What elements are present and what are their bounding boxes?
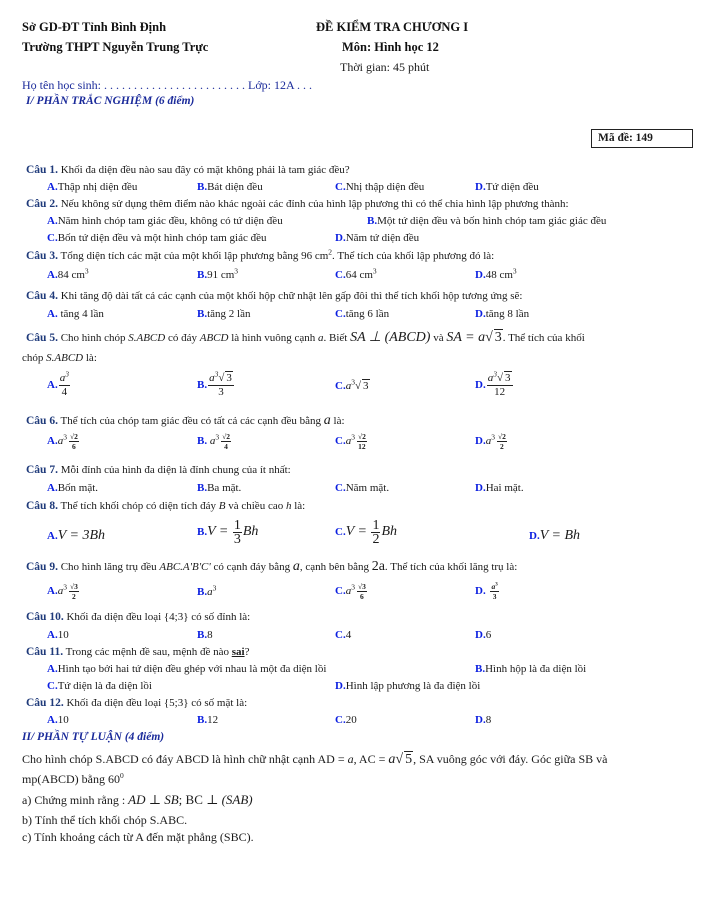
option-text: Tứ diện là đa diện lồi bbox=[57, 680, 152, 692]
option-b[interactable] bbox=[197, 266, 239, 281]
denominator: 6 bbox=[360, 592, 364, 601]
denominator: 3 bbox=[492, 592, 497, 601]
option-text: Bốn mặt. bbox=[57, 482, 99, 494]
denominator: 4 bbox=[224, 442, 228, 451]
option-letter: D. bbox=[475, 181, 486, 193]
superscript: 2 bbox=[328, 247, 333, 257]
math-var: a bbox=[485, 435, 492, 448]
option-c[interactable] bbox=[335, 266, 377, 281]
option-c[interactable] bbox=[335, 181, 424, 193]
option-letter: B. bbox=[197, 586, 208, 598]
question-text: Cho hình chóp bbox=[60, 332, 129, 344]
option-c[interactable] bbox=[335, 482, 389, 494]
option-d[interactable] bbox=[475, 308, 529, 320]
option-d[interactable] bbox=[475, 582, 499, 601]
option-letter: B. bbox=[197, 482, 208, 494]
math-expression: Bh bbox=[381, 524, 398, 540]
fraction: $\frac{√2}{4}$ bbox=[222, 432, 230, 451]
option-b[interactable] bbox=[197, 482, 241, 494]
option-text: tăng 6 lần bbox=[345, 308, 390, 320]
option-d[interactable] bbox=[475, 432, 507, 451]
option-letter: D. bbox=[475, 308, 486, 320]
denominator: 3 bbox=[233, 532, 241, 547]
radicand: 5 bbox=[405, 752, 413, 767]
option-b[interactable] bbox=[197, 181, 263, 193]
radicand: 3 bbox=[505, 372, 511, 384]
essay-problem-line-1 bbox=[22, 752, 607, 768]
option-letter: B. bbox=[197, 435, 210, 448]
option-text: 10 bbox=[57, 629, 69, 641]
question-label: Câu 11. bbox=[26, 646, 64, 658]
fraction: $\frac{√3}{2}$ bbox=[69, 582, 78, 601]
option-c[interactable]: $C.a^3√$ 3 bbox=[335, 377, 369, 392]
option-b[interactable] bbox=[367, 215, 606, 227]
denominator: 4 bbox=[61, 386, 68, 398]
option-letter: C. bbox=[335, 714, 346, 726]
question-label: Câu 2. bbox=[26, 198, 58, 210]
option-text: 64 cm bbox=[345, 269, 373, 281]
question-text-after: . Thể tích của khối lập phương đó là: bbox=[332, 250, 495, 262]
denominator: 6 bbox=[72, 442, 76, 451]
math-var: h bbox=[285, 500, 292, 512]
option-a[interactable] bbox=[47, 663, 326, 675]
option-b[interactable] bbox=[197, 629, 213, 641]
superscript: 3 bbox=[234, 266, 239, 276]
option-letter: A. bbox=[47, 663, 58, 675]
sqrt-symbol: √ bbox=[395, 752, 404, 767]
option-text: Ba mặt. bbox=[207, 482, 242, 494]
denominator: 12 bbox=[494, 386, 506, 398]
exam-code-box: Mã đề: 149 bbox=[591, 129, 693, 148]
option-text: 20 bbox=[345, 714, 357, 726]
math-var: 2a bbox=[371, 559, 385, 574]
option-a[interactable] bbox=[47, 308, 104, 320]
option-letter: B. bbox=[197, 714, 208, 726]
superscript: 3 bbox=[495, 582, 498, 588]
math-var: a bbox=[57, 585, 64, 598]
question-5-line-2 bbox=[22, 352, 97, 364]
option-c[interactable] bbox=[335, 629, 351, 641]
option-a[interactable] bbox=[47, 369, 71, 399]
option-letter: D. bbox=[529, 530, 540, 542]
question-text: ? bbox=[244, 646, 250, 658]
option-a[interactable] bbox=[47, 714, 69, 726]
radicand: 2 bbox=[362, 432, 366, 441]
option-letter: A. bbox=[47, 379, 58, 392]
option-c[interactable] bbox=[335, 308, 389, 320]
question-text: Khối đa diện đều loại {5;3} có số mặt là: bbox=[66, 697, 248, 709]
question-text: Trong các mệnh đề sau, mệnh đề nào bbox=[65, 646, 232, 658]
question-text: Thể tích khối chóp có diện tích đáy bbox=[60, 500, 219, 512]
numerator: a bbox=[487, 372, 494, 384]
option-text: Hình hộp là đa diện lồi bbox=[485, 663, 587, 675]
denominator: 12 bbox=[358, 442, 366, 451]
radicand: 3 bbox=[363, 380, 369, 392]
question-text: là: bbox=[291, 500, 306, 512]
math-var: a bbox=[347, 752, 354, 766]
option-text: Hai mặt. bbox=[485, 482, 524, 494]
math-expression: (SAB) bbox=[221, 792, 253, 807]
radicand: 3 bbox=[494, 330, 502, 345]
option-letter: C. bbox=[47, 680, 58, 692]
question-text: . Biết bbox=[323, 332, 351, 344]
superscript: 3 bbox=[512, 266, 517, 276]
option-letter: A. bbox=[47, 308, 58, 320]
option-c[interactable] bbox=[335, 582, 367, 601]
option-letter: D. bbox=[475, 482, 486, 494]
option-letter: D. bbox=[475, 435, 486, 448]
question-label: Câu 10. bbox=[26, 611, 64, 623]
option-text: Năm tứ diện đều bbox=[345, 232, 420, 244]
denominator: 2 bbox=[72, 592, 76, 601]
math-var: a bbox=[317, 332, 324, 344]
option-letter: A. bbox=[47, 585, 58, 598]
section-2-title: II/ PHẦN TỰ LUẬN (4 điểm) bbox=[22, 731, 165, 743]
math-var: S.ABCD bbox=[128, 332, 166, 344]
option-d[interactable] bbox=[475, 629, 491, 641]
option-letter: B. bbox=[197, 181, 208, 193]
option-a[interactable] bbox=[47, 432, 79, 451]
question-text: Mỗi đỉnh của hình đa diện là đỉnh chung của ít nhất: bbox=[60, 464, 291, 476]
question-2 bbox=[26, 198, 569, 210]
superscript: 3 bbox=[491, 432, 495, 442]
option-letter: B. bbox=[367, 215, 378, 227]
option-letter: A. bbox=[47, 482, 58, 494]
question-1 bbox=[26, 164, 350, 176]
option-text: 8 bbox=[485, 714, 492, 726]
math-expression: SA ⊥ (ABCD) bbox=[350, 330, 431, 345]
superscript: 3 bbox=[84, 266, 89, 276]
option-letter: B. bbox=[197, 379, 208, 392]
math-expression: Bh bbox=[242, 524, 259, 540]
question-7 bbox=[26, 464, 291, 476]
option-letter: C. bbox=[335, 482, 346, 494]
superscript: 0 bbox=[120, 771, 124, 780]
option-letter: D. bbox=[475, 585, 489, 598]
option-d[interactable] bbox=[529, 528, 580, 544]
option-text: 6 bbox=[485, 629, 492, 641]
essay-text: , SA vuông góc với đáy. Góc giữa SB và bbox=[413, 752, 608, 766]
option-letter: A. bbox=[47, 629, 58, 641]
question-text: Nếu không sử dụng thêm điểm nào khác ngoài các đỉnh của hình lập phương thì có thể chia hình lập phương thành: bbox=[60, 198, 569, 210]
question-5 bbox=[26, 329, 585, 346]
option-b[interactable] bbox=[475, 663, 586, 675]
numerator: 1 bbox=[372, 518, 380, 533]
essay-question-b: b) Tính thể tích khối chóp S.ABC. bbox=[22, 813, 188, 827]
radicand: 2 bbox=[502, 432, 506, 441]
option-letter: A. bbox=[47, 714, 58, 726]
question-text: và bbox=[430, 332, 447, 344]
radicand: 3 bbox=[74, 582, 78, 591]
math-expression: AD ⊥ SB bbox=[128, 792, 179, 807]
option-text: Hình lập phương là đa điện lồi bbox=[345, 680, 481, 692]
option-d[interactable] bbox=[475, 181, 539, 193]
question-10 bbox=[26, 611, 250, 623]
option-text: Thập nhị diện đều bbox=[57, 181, 138, 193]
math-var: a bbox=[292, 559, 300, 574]
radicand: 3 bbox=[362, 582, 366, 591]
option-letter: A. bbox=[47, 269, 58, 281]
math-var: a bbox=[388, 752, 396, 767]
superscript: 3 bbox=[63, 582, 67, 592]
math-var: B bbox=[218, 500, 226, 512]
math-var: a bbox=[345, 435, 352, 448]
question-text: Khối đa diện đều nào sau đây có mặt không phải là tam giác đều? bbox=[60, 164, 350, 176]
math-expression: V = 3Bh bbox=[57, 528, 106, 543]
option-text: Một tứ diện đều và bốn hình chóp tam giác giác đều bbox=[377, 215, 607, 227]
option-text: 8 bbox=[207, 629, 213, 641]
math-var: a bbox=[323, 413, 331, 428]
option-text: Năm hình chóp tam giác đều, không có tứ diện đều bbox=[57, 215, 283, 227]
option-c[interactable] bbox=[335, 432, 367, 451]
option-letter: C. bbox=[335, 269, 346, 281]
question-label: Câu 8. bbox=[26, 500, 58, 512]
essay-question-c: c) Tính khoảng cách từ A đến mặt phẳng (SBC). bbox=[22, 830, 254, 844]
question-label: Câu 9. bbox=[26, 561, 58, 573]
fraction: $\frac{√3}{6}$ bbox=[357, 582, 366, 601]
superscript: 3 bbox=[372, 266, 377, 276]
question-text: , cạnh bên bằng bbox=[299, 561, 372, 573]
denominator: 2 bbox=[372, 532, 380, 547]
question-12 bbox=[26, 697, 247, 709]
math-var: a bbox=[57, 435, 64, 448]
fraction: $\frac{a^3√ 3}{3}$ bbox=[209, 369, 232, 398]
math-expression: V = Bh bbox=[539, 528, 581, 543]
fraction: $\frac{a^3√ 3}{12}$ bbox=[487, 369, 511, 398]
question-text: có đáy bbox=[165, 332, 200, 344]
math-expression: SA = a bbox=[446, 330, 486, 345]
fraction bbox=[233, 519, 242, 546]
math-var: ABCD bbox=[199, 332, 229, 344]
option-b[interactable] bbox=[197, 519, 258, 546]
question-text: là: bbox=[330, 415, 345, 427]
option-b[interactable] bbox=[197, 714, 218, 726]
math-var: ABC.A'B'C' bbox=[159, 561, 211, 573]
option-text: tăng 4 lần bbox=[57, 308, 104, 320]
math-var: a bbox=[207, 586, 213, 598]
option-letter: B. bbox=[475, 663, 486, 675]
numerator: a bbox=[59, 372, 66, 384]
option-d[interactable] bbox=[335, 232, 419, 244]
option-b[interactable] bbox=[197, 432, 231, 451]
fraction: $\frac{√2}{6}$ bbox=[69, 432, 78, 451]
superscript: 3 bbox=[493, 369, 497, 379]
radicand: 2 bbox=[226, 432, 230, 441]
sqrt-symbol: √ bbox=[485, 330, 493, 345]
option-text: Tứ diện đều bbox=[485, 181, 539, 193]
math-var: a bbox=[345, 380, 352, 392]
option-letter: D. bbox=[475, 269, 486, 281]
question-label: Câu 3. bbox=[26, 250, 58, 262]
math-var: S.ABCD bbox=[46, 352, 84, 364]
option-text: 12 bbox=[207, 714, 219, 726]
fraction bbox=[59, 369, 70, 399]
superscript: 3 bbox=[351, 582, 355, 592]
fraction bbox=[490, 582, 498, 601]
option-letter: D. bbox=[475, 629, 486, 641]
question-label: Câu 7. bbox=[26, 464, 58, 476]
option-c[interactable] bbox=[47, 680, 152, 692]
option-d[interactable] bbox=[475, 266, 517, 281]
option-letter: C. bbox=[335, 585, 346, 598]
option-a[interactable] bbox=[47, 181, 137, 193]
question-text: và chiều cao bbox=[225, 500, 286, 512]
option-a[interactable] bbox=[47, 266, 89, 281]
option-letter: B. bbox=[197, 308, 208, 320]
option-letter: C. bbox=[335, 308, 346, 320]
option-letter: A. bbox=[47, 530, 58, 542]
question-text: . Thể tích của khối lăng trụ là: bbox=[384, 561, 518, 573]
option-letter: B. bbox=[197, 629, 208, 641]
question-text: là: bbox=[83, 352, 97, 364]
math-var: a bbox=[345, 585, 352, 598]
option-text: 84 cm bbox=[57, 269, 85, 281]
question-text: Thể tích của chóp tam giác đều có tất cả các cạnh đều bằng bbox=[60, 415, 324, 427]
option-text: Bát diện đều bbox=[207, 181, 263, 193]
question-4 bbox=[26, 290, 522, 302]
question-text: . Thể tích của khối bbox=[502, 332, 585, 344]
option-d[interactable] bbox=[335, 680, 480, 692]
question-text: chóp bbox=[22, 352, 47, 364]
option-letter: C. bbox=[335, 380, 346, 392]
option-text: 91 cm bbox=[207, 269, 235, 281]
math-expression: ; BC ⊥ bbox=[178, 792, 222, 807]
essay-problem-line-2 bbox=[22, 772, 124, 787]
question-text: là hình vuông cạnh bbox=[228, 332, 318, 344]
question-label: Câu 5. bbox=[26, 332, 58, 344]
option-d[interactable] bbox=[475, 714, 491, 726]
department-name: Sở GD-ĐT Tỉnh Bình Định bbox=[22, 20, 167, 34]
option-letter: D. bbox=[335, 232, 346, 244]
essay-text: a) Chứng minh rằng : bbox=[22, 793, 129, 807]
math-var: a bbox=[209, 435, 216, 448]
essay-text: Cho hình chóp S.ABCD có đáy ABCD là hình chữ nhật cạnh AD = bbox=[22, 752, 348, 766]
option-a[interactable] bbox=[47, 528, 105, 544]
superscript: 3 bbox=[65, 369, 69, 379]
question-text: có cạnh đáy bằng bbox=[210, 561, 293, 573]
math-expression: V = bbox=[345, 524, 371, 540]
option-text: Nhị thập diện đều bbox=[345, 181, 425, 193]
option-letter: A. bbox=[47, 435, 58, 448]
section-1-title: I/ PHẦN TRẮC NGHIỆM (6 điểm) bbox=[26, 95, 195, 107]
superscript: 3 bbox=[351, 377, 355, 387]
option-letter: A. bbox=[47, 215, 58, 227]
fraction bbox=[371, 519, 380, 546]
numerator: 1 bbox=[233, 518, 241, 533]
numerator: a bbox=[491, 582, 496, 591]
question-9 bbox=[26, 559, 517, 575]
fraction: $\frac{√2}{2}$ bbox=[497, 432, 506, 451]
option-a[interactable] bbox=[47, 582, 79, 601]
option-c[interactable] bbox=[335, 519, 397, 546]
option-letter: C. bbox=[335, 629, 346, 641]
option-letter: D. bbox=[475, 714, 486, 726]
question-11 bbox=[26, 646, 249, 658]
option-b[interactable] bbox=[197, 308, 250, 320]
denominator: 3 bbox=[218, 386, 224, 398]
option-a[interactable] bbox=[47, 482, 98, 494]
option-text: tăng 8 lần bbox=[485, 308, 530, 320]
question-6 bbox=[26, 413, 345, 429]
exam-subject: Môn: Hình học 12 bbox=[342, 40, 439, 54]
question-8 bbox=[26, 500, 305, 512]
option-a[interactable] bbox=[47, 629, 69, 641]
option-letter: A. bbox=[47, 181, 58, 193]
superscript: 3 bbox=[63, 432, 67, 442]
option-text: Bốn tứ diện đều và một hình chóp tam giác đều bbox=[57, 232, 267, 244]
radicand: 3 bbox=[226, 372, 232, 384]
option-text: 4 bbox=[345, 629, 352, 641]
essay-question-a bbox=[22, 792, 253, 808]
essay-text: , AC = bbox=[353, 752, 389, 766]
essay-text: mp(ABCD) bằng 60 bbox=[22, 772, 120, 786]
option-letter: C. bbox=[335, 435, 346, 448]
option-c[interactable] bbox=[335, 714, 357, 726]
option-letter: D. bbox=[475, 379, 486, 392]
question-label: Câu 12. bbox=[26, 697, 64, 709]
superscript: 3 bbox=[351, 432, 355, 442]
question-3 bbox=[26, 247, 495, 262]
question-text: Khối đa diện đều loại {4;3} có số đỉnh là: bbox=[66, 611, 251, 623]
question-label: Câu 6. bbox=[26, 415, 58, 427]
radicand: 2 bbox=[74, 432, 78, 441]
option-letter: C. bbox=[335, 526, 346, 539]
option-a[interactable] bbox=[47, 215, 283, 227]
question-label: Câu 4. bbox=[26, 290, 58, 302]
question-text: Cho hình lăng trụ đều bbox=[60, 561, 160, 573]
emphasis-word: sai bbox=[231, 646, 245, 658]
option-b[interactable] bbox=[197, 369, 235, 399]
fraction: $\frac{√2}{12}$ bbox=[357, 432, 366, 451]
exam-time: Thời gian: 45 phút bbox=[340, 60, 430, 74]
option-letter: B. bbox=[197, 269, 208, 281]
option-letter: C. bbox=[47, 232, 58, 244]
option-text: tăng 2 lần bbox=[207, 308, 251, 320]
option-text: Hình tạo bởi hai tứ diện đều ghép với nhau là một đa diện lồi bbox=[57, 663, 327, 675]
option-text: 10 bbox=[57, 714, 69, 726]
option-letter: D. bbox=[335, 680, 346, 692]
superscript: 3 bbox=[214, 369, 219, 379]
numerator: a bbox=[209, 372, 215, 384]
denominator: 2 bbox=[500, 442, 504, 451]
student-info-line[interactable]: Họ tên học sinh: . . . . . . . . . . . . . . . . . . . . . . . . Lớp: 12A . . . bbox=[22, 78, 313, 92]
question-text: Khi tăng độ dài tất cả các cạnh của một khối hộp chữ nhật lên gấp đôi thì thể tích khối hộp tương ứng sẽ: bbox=[60, 290, 523, 302]
question-text: Tổng diện tích các mặt của một khối lập phương bằng 96 cm bbox=[60, 250, 329, 262]
option-d[interactable] bbox=[475, 482, 524, 494]
superscript: 3 bbox=[212, 583, 217, 593]
option-b[interactable] bbox=[197, 583, 217, 598]
school-name: Trường THPT Nguyễn Trung Trực bbox=[22, 40, 209, 54]
option-text: Năm mặt. bbox=[345, 482, 390, 494]
option-letter: B. bbox=[197, 526, 208, 539]
option-letter: C. bbox=[335, 181, 346, 193]
exam-title: ĐỀ KIỂM TRA CHƯƠNG I bbox=[316, 20, 469, 34]
question-label: Câu 1. bbox=[26, 164, 58, 176]
option-d[interactable] bbox=[475, 369, 514, 399]
option-text: 48 cm bbox=[485, 269, 513, 281]
math-expression: V = bbox=[207, 524, 232, 540]
superscript: 3 bbox=[215, 432, 220, 442]
option-c[interactable] bbox=[47, 232, 267, 244]
